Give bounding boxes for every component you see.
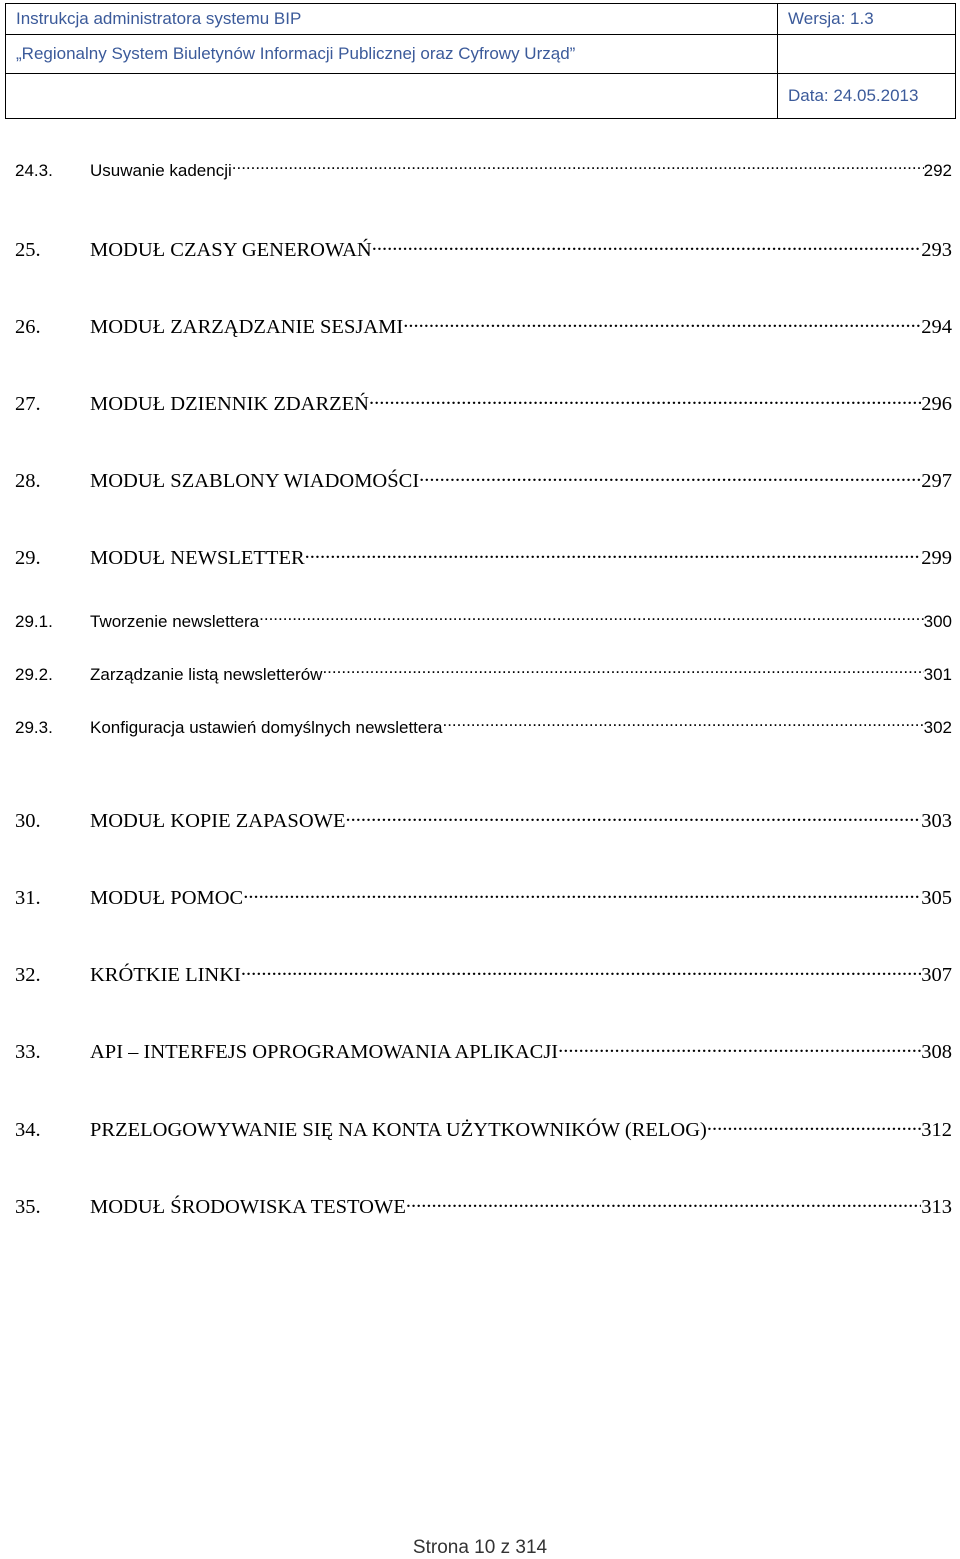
document-header: [5, 3, 956, 119]
toc-dot-leader: [442, 715, 923, 733]
toc-entry-page: 297: [921, 470, 952, 492]
toc-dot-leader: [707, 1116, 921, 1136]
header-doc-title: Instrukcja administratora systemu BIP: [6, 4, 778, 35]
toc-entry-title: MODUŁ CZASY GENEROWAŃ: [90, 239, 372, 261]
toc-entry[interactable]: [15, 158, 952, 183]
page-number-footer: Strona 10 z 314: [412, 1537, 548, 1558]
toc-entry-number: 32.: [15, 964, 41, 986]
toc-dot-leader: [406, 1193, 921, 1213]
toc-dot-leader: [232, 158, 924, 176]
toc-entry-number: 29.1.: [15, 612, 53, 631]
toc-entry-title: MODUŁ DZIENNIK ZDARZEŃ: [90, 393, 369, 415]
toc-dot-leader: [241, 961, 921, 981]
toc-entry[interactable]: [15, 236, 952, 262]
toc-entry-page: 296: [921, 393, 952, 415]
toc-entry-page: 313: [921, 1196, 952, 1218]
toc-dot-leader: [419, 467, 921, 487]
toc-entry[interactable]: [15, 1038, 952, 1064]
toc-entry[interactable]: [15, 884, 952, 910]
toc-dot-leader: [322, 662, 923, 680]
toc-dot-leader: [346, 807, 922, 827]
toc-dot-leader: [403, 313, 921, 333]
toc-entry-page: 292: [923, 161, 952, 180]
toc-entry-page: 301: [923, 665, 952, 684]
toc-entry-number: 30.: [15, 810, 41, 832]
toc-entry-number: 31.: [15, 887, 41, 909]
toc-entry-title: Tworzenie newslettera: [90, 612, 260, 631]
toc-entry[interactable]: [15, 313, 952, 339]
toc-entry-number: 24.3.: [15, 161, 53, 180]
toc-dot-leader: [259, 609, 923, 627]
toc-entry[interactable]: [15, 467, 952, 493]
toc-entry-title: PRZELOGOWYWANIE SIĘ NA KONTA UŻYTKOWNIKÓW (RELOG): [90, 1119, 707, 1141]
toc-entry-number: 33.: [15, 1041, 41, 1063]
header-date: Data: 24.05.2013: [778, 74, 956, 119]
toc-entry-title: MODUŁ SZABLONY WIADOMOŚCI: [90, 470, 420, 492]
toc-entry-number: 29.2.: [15, 665, 53, 684]
toc-entry-number: 29.3.: [15, 718, 53, 737]
toc-entry-number: 26.: [15, 316, 41, 338]
toc-dot-leader: [305, 544, 922, 564]
toc-entry-page: 293: [921, 239, 952, 261]
toc-entry-page: 303: [921, 810, 952, 832]
header-empty-cell: [6, 74, 778, 119]
toc-entry[interactable]: [15, 1116, 952, 1142]
toc-entry[interactable]: [15, 961, 952, 987]
toc-entry[interactable]: [15, 390, 952, 416]
toc-entry-title: MODUŁ NEWSLETTER: [90, 547, 305, 569]
toc-dot-leader: [369, 390, 921, 410]
toc-entry-page: 300: [923, 612, 952, 631]
toc-dot-leader: [372, 236, 922, 256]
toc-entry[interactable]: [15, 544, 952, 570]
toc-entry[interactable]: [15, 715, 952, 740]
toc-entry-title: Zarządzanie listą newsletterów: [90, 665, 323, 684]
toc-entry-number: 35.: [15, 1196, 41, 1218]
toc-entry-page: 299: [921, 547, 952, 569]
toc-dot-leader: [243, 884, 921, 904]
toc-entry-title: Konfiguracja ustawień domyślnych newslettera: [90, 718, 443, 737]
header-version: Wersja: 1.3: [778, 4, 956, 35]
toc-entry-number: 28.: [15, 470, 41, 492]
toc-entry-title: API – INTERFEJS OPROGRAMOWANIA APLIKACJI: [90, 1041, 559, 1063]
toc-entry-page: 307: [921, 964, 952, 986]
toc-entry-number: 25.: [15, 239, 41, 261]
toc-entry-page: 302: [923, 718, 952, 737]
toc-entry[interactable]: [15, 807, 952, 833]
toc-entry-page: 312: [921, 1119, 952, 1141]
toc-entry-page: 294: [921, 316, 952, 338]
toc-entry-title: Usuwanie kadencji: [90, 161, 232, 180]
toc-entry[interactable]: [15, 662, 952, 687]
toc-entry-title: MODUŁ POMOC: [90, 887, 244, 909]
toc-entry[interactable]: [15, 1193, 952, 1219]
toc-entry-title: KRÓTKIE LINKI: [90, 964, 241, 986]
toc-entry-page: 305: [921, 887, 952, 909]
header-empty-cell: [778, 35, 956, 74]
toc-entry-title: MODUŁ ŚRODOWISKA TESTOWE: [90, 1196, 406, 1218]
toc-dot-leader: [558, 1038, 921, 1058]
toc-entry-number: 34.: [15, 1119, 41, 1141]
header-system-name: „Regionalny System Biuletynów Informacji Publicznej oraz Cyfrowy Urząd”: [6, 35, 778, 74]
toc-entry[interactable]: [15, 609, 952, 634]
toc-entry-number: 27.: [15, 393, 41, 415]
toc-entry-title: MODUŁ KOPIE ZAPASOWE: [90, 810, 346, 832]
toc-entry-number: 29.: [15, 547, 41, 569]
toc-entry-title: MODUŁ ZARZĄDZANIE SESJAMI: [90, 316, 404, 338]
toc-entry-page: 308: [921, 1041, 952, 1063]
